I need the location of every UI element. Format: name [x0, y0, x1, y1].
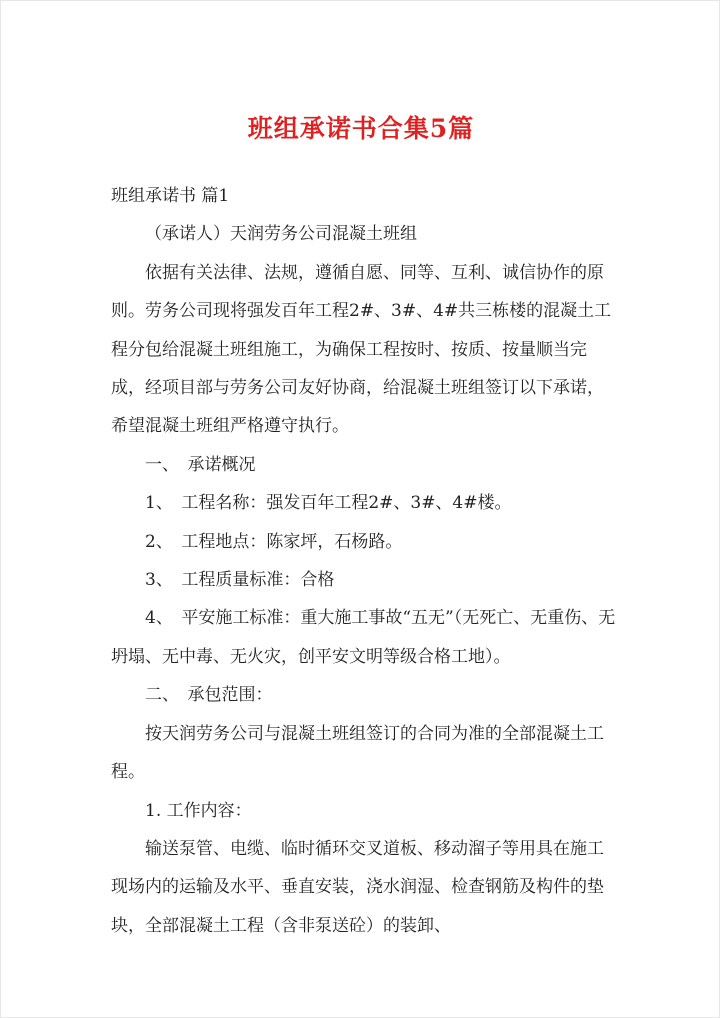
item-project-name: 1、 工程名称：强发百年工程2#、3#、4#楼。 — [145, 493, 512, 514]
paragraph-scope: 按天润劳务公司与混凝土班组签订的合同为准的全部混凝土工程。 — [111, 723, 604, 783]
document-title: 班组承诺书合集5篇 — [247, 114, 475, 143]
item-quality-standard: 3、 工程质量标准：合格 — [145, 570, 335, 591]
paragraph-intro: 依据有关法律、法规，遵循自愿、同等、互利、诚信协作的原则。劳务公司现将强发百年工程2#、3#、4#共三栋楼的混凝土工程分包给混凝土班组施工，为确保工程按时、按质、按量顺当完成，经项目部与劳务公司友好协商，给混凝土班组签订以下承诺，希望混凝土班组严格遵守执行。 — [111, 262, 612, 437]
paragraph-promisor: （承诺人）天润劳务公司混凝土班组 — [145, 224, 417, 245]
paragraph-work-content: 输送泵管、电缆、临时循环交叉道板、移动溜子等用具在施工现场内的运输及水平、垂直安装，浇水润湿、检查钢筋及构件的垫块，全部混凝土工程（含非泵送砼）的装卸、 — [111, 838, 604, 936]
item-project-location: 2、 工程地点：陈家坪，石杨路。 — [145, 531, 403, 552]
document-body — [111, 177, 616, 945]
section-heading: 班组承诺书 篇1 — [111, 186, 230, 206]
item-safety-standard: 4、 平安施工标准：重大施工事故“五无”（无死亡、无重伤、无坍塌、无中毒、无火灾，创平安文明等级合格工地）。 — [111, 608, 616, 667]
heading-scope: 二、 承包范围： — [145, 685, 273, 706]
heading-work-content: 1. 工作内容： — [145, 800, 252, 821]
heading-overview: 一、 承诺概况 — [145, 454, 256, 475]
